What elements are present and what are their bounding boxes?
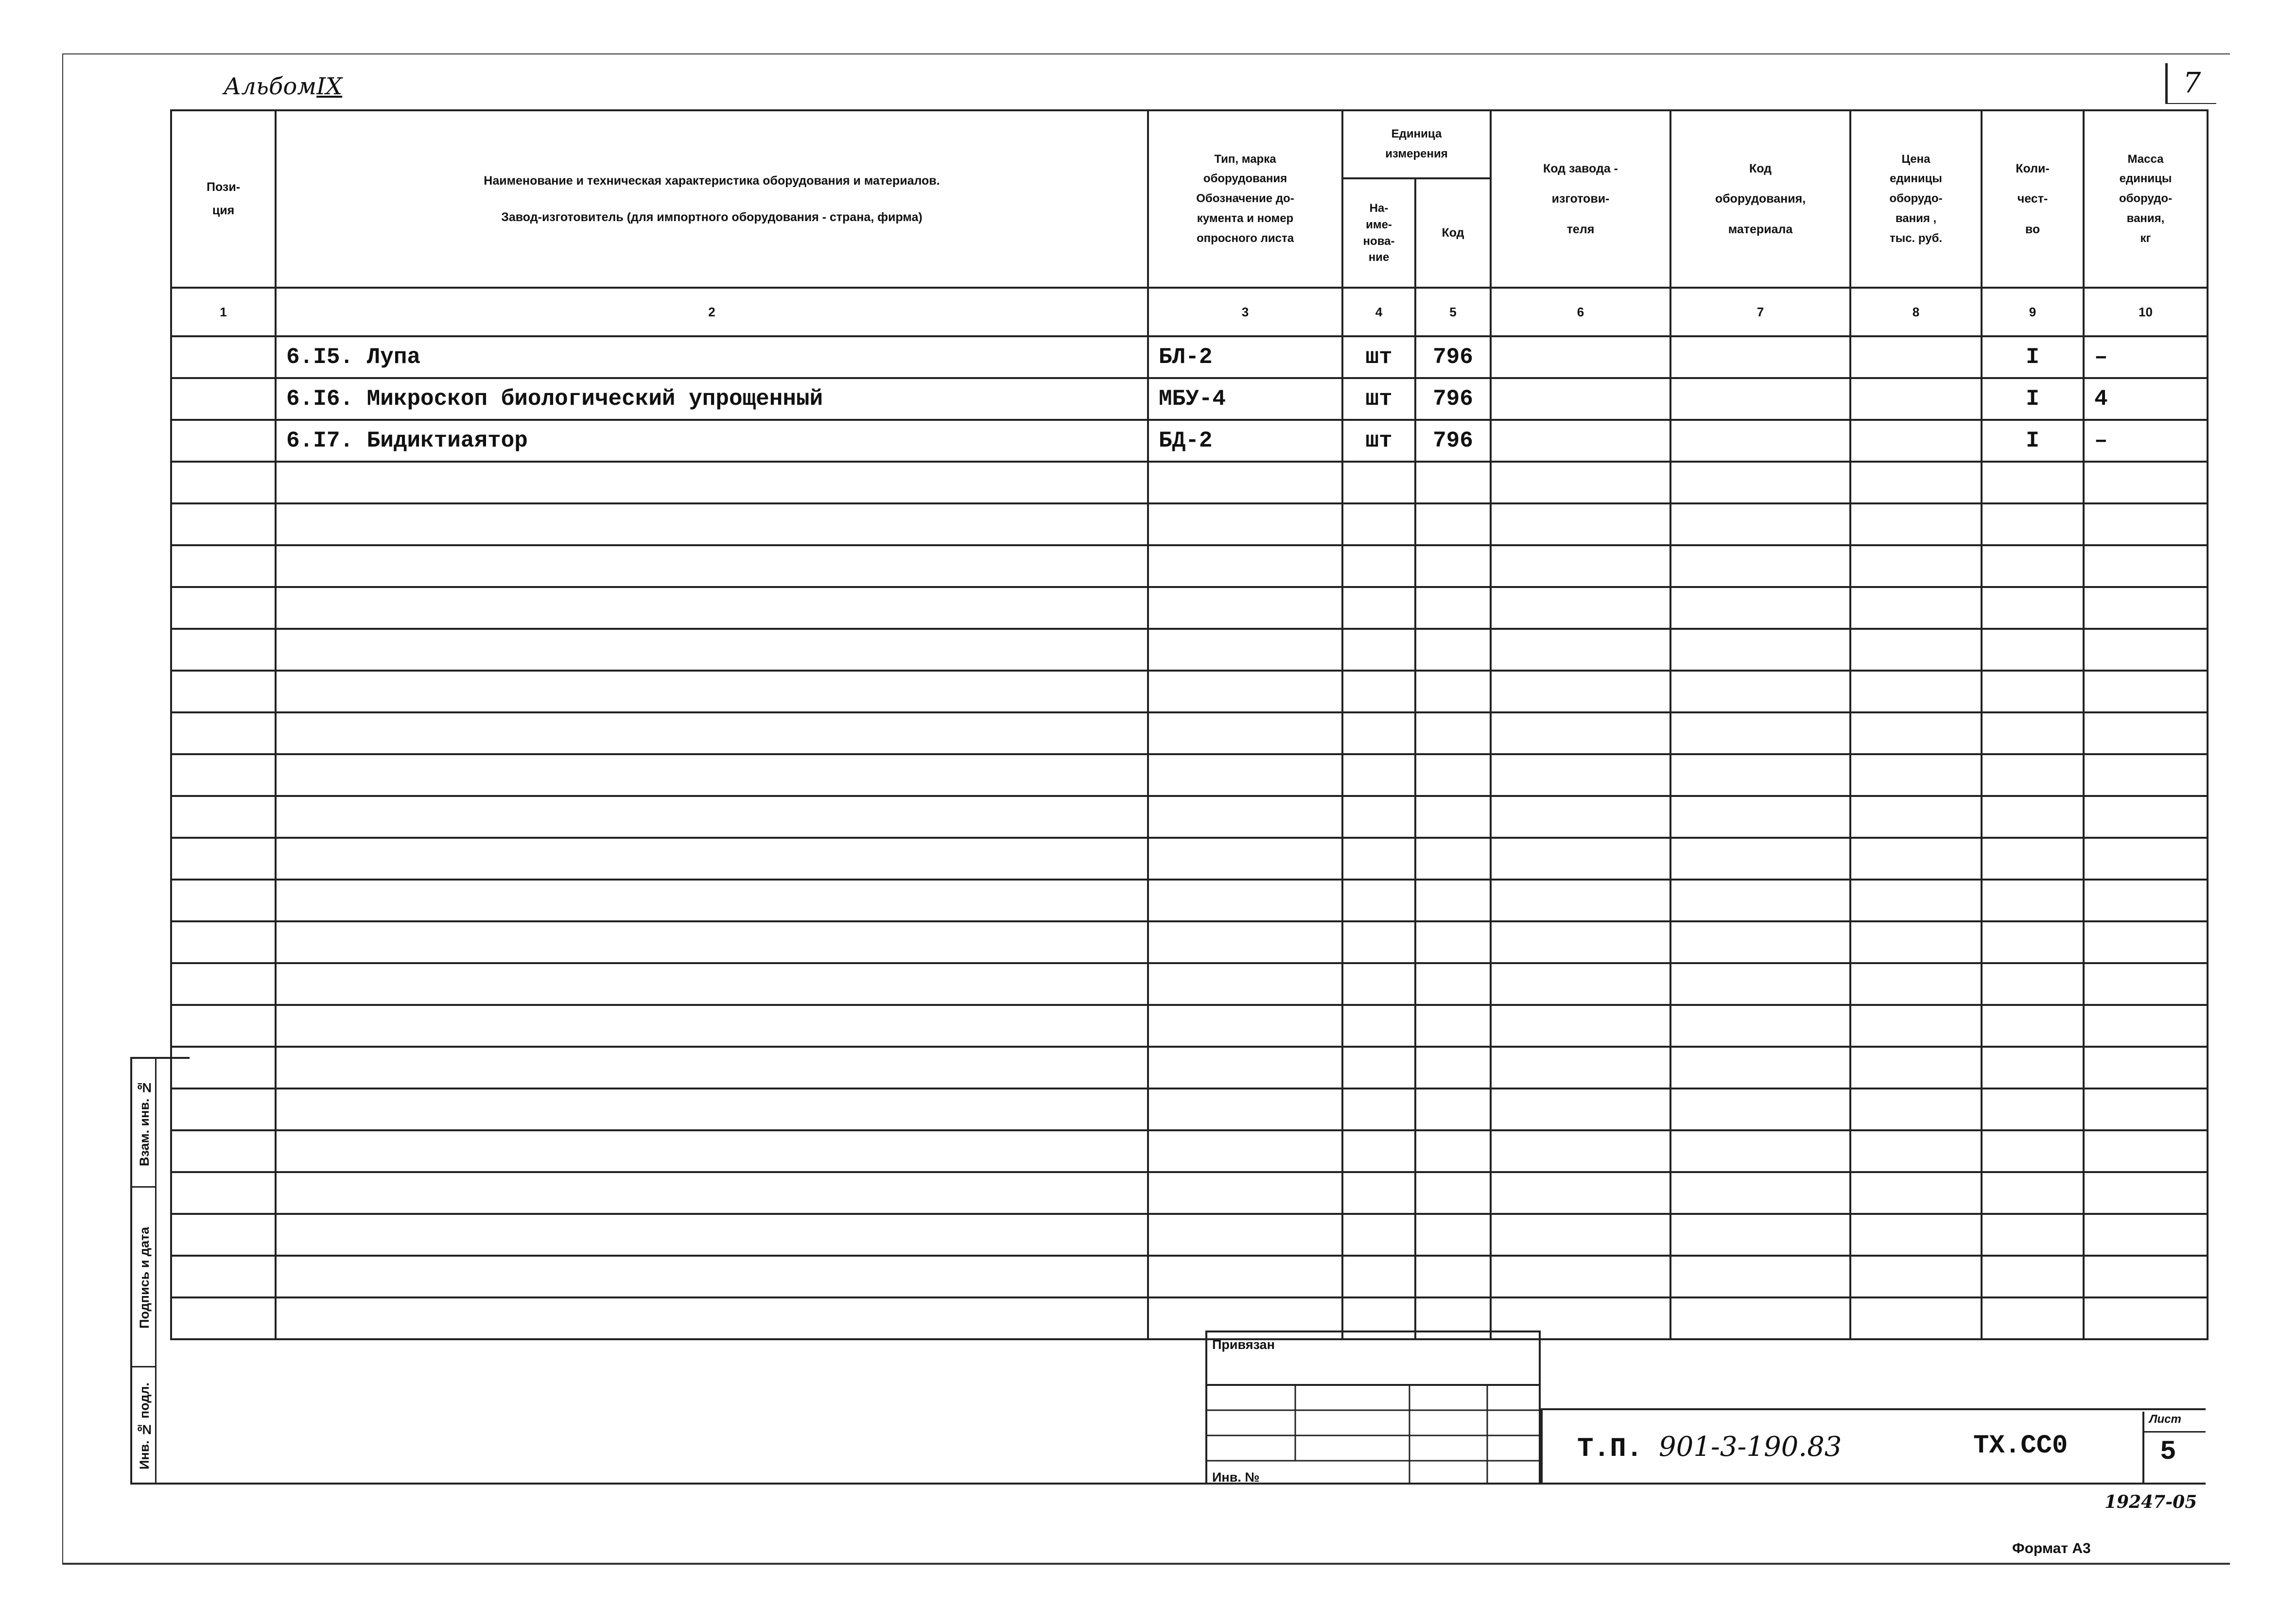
empty-cell xyxy=(1670,921,1850,963)
empty-cell xyxy=(1670,712,1850,754)
empty-cell xyxy=(1670,1214,1850,1256)
col-number: 9 xyxy=(1982,288,2084,336)
empty-cell xyxy=(1670,1005,1850,1047)
empty-cell xyxy=(1148,838,1342,880)
archive-number: 19247-05 xyxy=(2105,1492,2197,1512)
empty-row xyxy=(171,921,2208,963)
empty-cell xyxy=(1850,462,1982,503)
empty-cell xyxy=(1982,1297,2084,1339)
empty-cell xyxy=(2084,1214,2208,1256)
empty-cell xyxy=(1491,754,1670,796)
empty-cell xyxy=(171,796,276,838)
empty-cell xyxy=(276,880,1148,921)
empty-cell xyxy=(1148,1089,1342,1130)
empty-cell xyxy=(276,503,1148,545)
empty-cell xyxy=(1342,503,1415,545)
empty-cell xyxy=(276,1089,1148,1130)
empty-cell xyxy=(1491,1005,1670,1047)
empty-row xyxy=(171,838,2208,880)
empty-cell xyxy=(1342,587,1415,629)
header-quantity: Коли- чест- во xyxy=(1982,110,2084,288)
empty-row xyxy=(171,1130,2208,1172)
header-price: Цена единицы оборудо- вания , тыс. руб. xyxy=(1850,110,1982,288)
empty-cell xyxy=(1982,796,2084,838)
empty-cell xyxy=(1342,880,1415,921)
cell-name: 6.I6. Микроскоп биологический упрощенный xyxy=(276,378,1148,420)
empty-cell xyxy=(1415,1214,1491,1256)
empty-cell xyxy=(1342,838,1415,880)
empty-cell xyxy=(1148,671,1342,712)
table-row xyxy=(171,336,2208,378)
empty-cell xyxy=(1670,880,1850,921)
header-type: Тип, марка оборудования Обозначение до- кумента и номер опросного листа xyxy=(1148,110,1342,288)
empty-cell xyxy=(1491,880,1670,921)
empty-cell xyxy=(1982,880,2084,921)
binding-stamp xyxy=(1205,1331,1541,1485)
col-number: 5 xyxy=(1415,288,1491,336)
empty-cell xyxy=(1850,1256,1982,1297)
empty-row xyxy=(171,629,2208,671)
header-factory-code: Код завода - изготови- теля xyxy=(1491,110,1670,288)
header-name: Наименование и техническая характеристика оборудования и материалов. Завод-изготовитель (для импортного оборудования - страна, фирма) xyxy=(276,110,1148,288)
empty-cell xyxy=(1982,629,2084,671)
cell-equip xyxy=(1670,420,1850,462)
empty-cell xyxy=(276,838,1148,880)
empty-cell xyxy=(1491,921,1670,963)
empty-cell xyxy=(2084,838,2208,880)
cell-equip xyxy=(1670,378,1850,420)
empty-cell xyxy=(1982,921,2084,963)
empty-cell xyxy=(276,1130,1148,1172)
empty-cell xyxy=(1491,587,1670,629)
empty-cell xyxy=(1491,545,1670,587)
cell-unit: шт xyxy=(1342,336,1415,378)
empty-cell xyxy=(1491,712,1670,754)
cell-qty: I xyxy=(1982,420,2084,462)
empty-cell xyxy=(276,1047,1148,1089)
empty-row xyxy=(171,671,2208,712)
empty-cell xyxy=(1342,1130,1415,1172)
col-number: 3 xyxy=(1148,288,1342,336)
empty-cell xyxy=(1491,1047,1670,1089)
empty-cell xyxy=(1670,1172,1850,1214)
empty-cell xyxy=(1670,587,1850,629)
empty-cell xyxy=(1148,1172,1342,1214)
header-mass: Масса единицы оборудо- вания, кг xyxy=(2084,110,2208,288)
empty-cell xyxy=(1670,503,1850,545)
cell-code: 796 xyxy=(1415,420,1491,462)
empty-cell xyxy=(1982,754,2084,796)
empty-cell xyxy=(1342,462,1415,503)
empty-cell xyxy=(1491,629,1670,671)
empty-cell xyxy=(2084,462,2208,503)
empty-cell xyxy=(1342,1256,1415,1297)
empty-cell xyxy=(2084,754,2208,796)
col-number: 2 xyxy=(276,288,1148,336)
cell-unit: шт xyxy=(1342,420,1415,462)
cell-factory xyxy=(1491,378,1670,420)
empty-cell xyxy=(1670,1089,1850,1130)
empty-cell xyxy=(1342,1047,1415,1089)
document-code: ТХ.СС0 xyxy=(1973,1431,2068,1461)
empty-cell xyxy=(276,754,1148,796)
empty-cell xyxy=(1415,963,1491,1005)
label-sign-date: Подпись и дата xyxy=(137,1227,152,1329)
empty-cell xyxy=(1982,1172,2084,1214)
empty-cell xyxy=(276,1214,1148,1256)
col-number: 7 xyxy=(1670,288,1850,336)
empty-row xyxy=(171,963,2208,1005)
empty-cell xyxy=(1670,1297,1850,1339)
empty-cell xyxy=(276,1297,1148,1339)
empty-cell xyxy=(1415,1047,1491,1089)
empty-cell xyxy=(1850,838,1982,880)
stamp-bound-label: Привязан xyxy=(1212,1337,1275,1352)
empty-cell xyxy=(1850,1130,1982,1172)
cell-code: 796 xyxy=(1415,378,1491,420)
empty-cell xyxy=(1342,629,1415,671)
empty-cell xyxy=(1491,838,1670,880)
empty-cell xyxy=(1148,1005,1342,1047)
header-unit-name: На- име- нова- ние xyxy=(1342,178,1415,288)
empty-cell xyxy=(1982,545,2084,587)
empty-cell xyxy=(1850,1047,1982,1089)
empty-cell xyxy=(1342,1089,1415,1130)
empty-cell xyxy=(2084,629,2208,671)
table-row xyxy=(171,420,2208,462)
cell-mass: – xyxy=(2084,336,2208,378)
col-number: 1 xyxy=(171,288,276,336)
empty-cell xyxy=(276,921,1148,963)
empty-cell xyxy=(1850,671,1982,712)
cell-price xyxy=(1850,336,1982,378)
cell-equip xyxy=(1670,336,1850,378)
empty-cell xyxy=(1491,671,1670,712)
empty-cell xyxy=(1982,963,2084,1005)
label-inv-no: Взам. инв. № xyxy=(137,1080,152,1167)
col-number: 8 xyxy=(1850,288,1982,336)
empty-cell xyxy=(1850,629,1982,671)
sheet-value: 5 xyxy=(2160,1436,2176,1467)
cell-price xyxy=(1850,420,1982,462)
empty-cell xyxy=(1491,1130,1670,1172)
empty-cell xyxy=(1342,1005,1415,1047)
empty-cell xyxy=(276,1256,1148,1297)
empty-cell xyxy=(1670,754,1850,796)
sheet-corner-number: 7 xyxy=(2165,63,2216,104)
empty-cell xyxy=(1415,462,1491,503)
specification-table xyxy=(170,109,2209,1340)
empty-cell xyxy=(171,671,276,712)
header-unit-code: Код xyxy=(1415,178,1491,288)
empty-cell xyxy=(1850,712,1982,754)
empty-cell xyxy=(2084,1089,2208,1130)
empty-cell xyxy=(1491,462,1670,503)
empty-cell xyxy=(1342,712,1415,754)
empty-cell xyxy=(171,838,276,880)
empty-cell xyxy=(1415,921,1491,963)
empty-cell xyxy=(1670,1047,1850,1089)
cell-type: БЛ-2 xyxy=(1148,336,1342,378)
empty-cell xyxy=(276,629,1148,671)
empty-cell xyxy=(1415,671,1491,712)
empty-cell xyxy=(1148,1214,1342,1256)
empty-cell xyxy=(2084,1256,2208,1297)
empty-cell xyxy=(1415,1256,1491,1297)
empty-cell xyxy=(171,754,276,796)
empty-cell xyxy=(1415,1130,1491,1172)
empty-cell xyxy=(1850,796,1982,838)
column-numbers-row xyxy=(171,288,2208,336)
table-row xyxy=(171,378,2208,420)
empty-cell xyxy=(1342,796,1415,838)
empty-row xyxy=(171,754,2208,796)
cell-name: 6.I5. Лупа xyxy=(276,336,1148,378)
empty-row xyxy=(171,1256,2208,1297)
empty-cell xyxy=(171,503,276,545)
empty-cell xyxy=(2084,545,2208,587)
empty-cell xyxy=(1415,629,1491,671)
col-number: 6 xyxy=(1491,288,1670,336)
stamp-inv-label: Инв. № xyxy=(1212,1470,1260,1485)
empty-cell xyxy=(1670,545,1850,587)
empty-cell xyxy=(1850,1172,1982,1214)
cell-mass: – xyxy=(2084,420,2208,462)
empty-cell xyxy=(2084,1130,2208,1172)
empty-cell xyxy=(1850,963,1982,1005)
empty-row xyxy=(171,545,2208,587)
empty-cell xyxy=(2084,1297,2208,1339)
empty-cell xyxy=(1982,503,2084,545)
empty-row xyxy=(171,1047,2208,1089)
empty-cell xyxy=(1415,838,1491,880)
empty-cell xyxy=(276,1005,1148,1047)
empty-cell xyxy=(1415,712,1491,754)
empty-cell xyxy=(1982,671,2084,712)
empty-cell xyxy=(1415,880,1491,921)
empty-cell xyxy=(1342,754,1415,796)
empty-cell xyxy=(1850,921,1982,963)
empty-cell xyxy=(1342,545,1415,587)
cell-type: МБУ-4 xyxy=(1148,378,1342,420)
empty-cell xyxy=(1148,503,1342,545)
cell-qty: I xyxy=(1982,336,2084,378)
cell-price xyxy=(1850,378,1982,420)
empty-cell xyxy=(1148,1256,1342,1297)
cell-pos xyxy=(171,378,276,420)
empty-cell xyxy=(171,712,276,754)
empty-cell xyxy=(171,880,276,921)
empty-cell xyxy=(2084,880,2208,921)
empty-cell xyxy=(276,462,1148,503)
empty-row xyxy=(171,587,2208,629)
cell-type: БД-2 xyxy=(1148,420,1342,462)
empty-cell xyxy=(2084,921,2208,963)
empty-cell xyxy=(1148,587,1342,629)
empty-cell xyxy=(1342,1172,1415,1214)
empty-row xyxy=(171,796,2208,838)
cell-mass: 4 xyxy=(2084,378,2208,420)
empty-cell xyxy=(1491,1256,1670,1297)
format-label: Формат А3 xyxy=(2012,1540,2091,1556)
empty-cell xyxy=(276,796,1148,838)
empty-cell xyxy=(1850,1005,1982,1047)
empty-cell xyxy=(1850,1214,1982,1256)
empty-cell xyxy=(1148,1047,1342,1089)
empty-cell xyxy=(1148,712,1342,754)
empty-cell xyxy=(1982,1130,2084,1172)
empty-cell xyxy=(1415,1005,1491,1047)
sheet-label: Лист xyxy=(2149,1413,2181,1426)
empty-cell xyxy=(1850,1089,1982,1130)
cell-unit: шт xyxy=(1342,378,1415,420)
empty-row xyxy=(171,1089,2208,1130)
empty-row xyxy=(171,712,2208,754)
empty-cell xyxy=(1415,545,1491,587)
empty-cell xyxy=(171,587,276,629)
empty-cell xyxy=(1415,1172,1491,1214)
empty-cell xyxy=(1491,796,1670,838)
empty-cell xyxy=(2084,963,2208,1005)
empty-cell xyxy=(1670,838,1850,880)
empty-cell xyxy=(2084,712,2208,754)
empty-cell xyxy=(1670,796,1850,838)
empty-cell xyxy=(1850,880,1982,921)
empty-cell xyxy=(1670,963,1850,1005)
empty-cell xyxy=(171,462,276,503)
empty-cell xyxy=(1982,587,2084,629)
empty-cell xyxy=(1148,880,1342,921)
empty-row xyxy=(171,462,2208,503)
empty-row xyxy=(171,880,2208,921)
empty-cell xyxy=(1850,754,1982,796)
empty-cell xyxy=(1148,963,1342,1005)
empty-cell xyxy=(171,963,276,1005)
cell-name: 6.I7. Бидиктиаятор xyxy=(276,420,1148,462)
empty-cell xyxy=(171,545,276,587)
empty-cell xyxy=(2084,587,2208,629)
empty-cell xyxy=(276,1172,1148,1214)
empty-cell xyxy=(1415,796,1491,838)
empty-cell xyxy=(1982,462,2084,503)
empty-cell xyxy=(1982,1047,2084,1089)
header-unit: Единица измерения xyxy=(1342,110,1491,178)
empty-cell xyxy=(171,921,276,963)
empty-cell xyxy=(171,629,276,671)
empty-cell xyxy=(1342,921,1415,963)
empty-cell xyxy=(1670,1256,1850,1297)
empty-cell xyxy=(1415,587,1491,629)
empty-cell xyxy=(1148,629,1342,671)
album-label: АльбомIX xyxy=(224,73,343,100)
col-number: 10 xyxy=(2084,288,2208,336)
empty-cell xyxy=(2084,1047,2208,1089)
cell-factory xyxy=(1491,420,1670,462)
empty-cell xyxy=(1415,754,1491,796)
empty-cell xyxy=(276,587,1148,629)
empty-cell xyxy=(1415,503,1491,545)
empty-cell xyxy=(276,963,1148,1005)
sheet-box xyxy=(2142,1412,2206,1485)
empty-cell xyxy=(1850,503,1982,545)
empty-cell xyxy=(1670,629,1850,671)
empty-row xyxy=(171,503,2208,545)
cell-factory xyxy=(1491,336,1670,378)
empty-cell xyxy=(1850,545,1982,587)
header-equipment-code: Код оборудования, материала xyxy=(1670,110,1850,288)
label-inv-orig: Инв. № подл. xyxy=(137,1382,152,1470)
empty-cell xyxy=(1491,1214,1670,1256)
empty-cell xyxy=(1982,1005,2084,1047)
empty-cell xyxy=(1491,963,1670,1005)
empty-cell xyxy=(1148,1130,1342,1172)
empty-cell xyxy=(171,1005,276,1047)
empty-cell xyxy=(2084,671,2208,712)
empty-cell xyxy=(1342,963,1415,1005)
empty-cell xyxy=(1850,1297,1982,1339)
empty-cell xyxy=(1342,1214,1415,1256)
empty-row xyxy=(171,1172,2208,1214)
empty-cell xyxy=(276,545,1148,587)
header-position: Пози- ция xyxy=(171,110,276,288)
empty-cell xyxy=(1850,587,1982,629)
col-number: 4 xyxy=(1342,288,1415,336)
empty-cell xyxy=(1491,1089,1670,1130)
empty-cell xyxy=(276,671,1148,712)
empty-cell xyxy=(1148,796,1342,838)
cell-code: 796 xyxy=(1415,336,1491,378)
empty-cell xyxy=(1148,545,1342,587)
stamp-grid xyxy=(1205,1331,1541,1485)
empty-cell xyxy=(2084,796,2208,838)
left-signature-strip xyxy=(130,1057,190,1485)
empty-cell xyxy=(1982,1089,2084,1130)
cell-qty: I xyxy=(1982,378,2084,420)
empty-cell xyxy=(1670,462,1850,503)
cell-pos xyxy=(171,336,276,378)
empty-cell xyxy=(1415,1089,1491,1130)
empty-cell xyxy=(1491,503,1670,545)
empty-cell xyxy=(1670,1130,1850,1172)
empty-row xyxy=(171,1297,2208,1339)
cell-pos xyxy=(171,420,276,462)
empty-cell xyxy=(2084,1005,2208,1047)
empty-cell xyxy=(1982,838,2084,880)
empty-cell xyxy=(1148,754,1342,796)
empty-cell xyxy=(2084,1172,2208,1214)
empty-cell xyxy=(276,712,1148,754)
empty-cell xyxy=(2084,503,2208,545)
empty-cell xyxy=(1491,1172,1670,1214)
empty-row xyxy=(171,1005,2208,1047)
empty-cell xyxy=(1982,712,2084,754)
empty-cell xyxy=(1148,921,1342,963)
empty-cell xyxy=(1148,462,1342,503)
project-number: Т.П. 901-3-190.83 xyxy=(1577,1431,1842,1464)
empty-cell xyxy=(1982,1214,2084,1256)
empty-row xyxy=(171,1214,2208,1256)
empty-cell xyxy=(1982,1256,2084,1297)
empty-cell xyxy=(1670,671,1850,712)
empty-cell xyxy=(1342,671,1415,712)
